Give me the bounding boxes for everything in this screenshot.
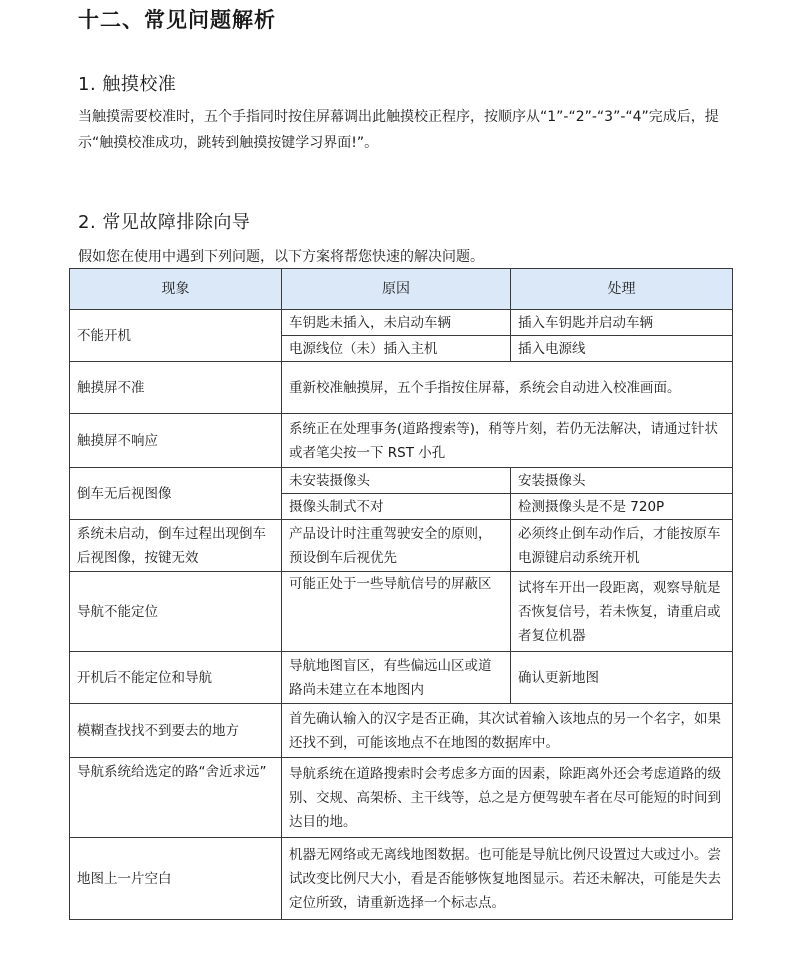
section-title-troubleshooting: 2. 常见故障排除向导 <box>78 212 251 233</box>
symptom-cell: 导航系统给选定的路“舍近求远” <box>70 758 282 838</box>
table-header-row <box>70 269 733 310</box>
solution-cell: 检测摄像头是不是 720P <box>511 494 733 520</box>
solution-cell: 必须终止倒车动作后，才能按原车电源键启动系统开机 <box>511 520 733 572</box>
table-row <box>70 704 733 758</box>
header-symptom: 现象 <box>70 269 282 310</box>
page-title: 十二、常见问题解析 <box>78 8 276 32</box>
cause-cell: 电源线位（未）插入主机 <box>282 336 511 362</box>
cause-cell: 导航地图盲区，有些偏远山区或道路尚未建立在本地图内 <box>282 652 511 704</box>
section-title-touch-calibration: 1. 触摸校准 <box>78 74 177 95</box>
solution-cell: 插入车钥匙并启动车辆 <box>511 310 733 336</box>
cause-cell: 可能正处于一些导航信号的屏蔽区 <box>282 572 511 652</box>
cause-cell: 首先确认输入的汉字是否正确，其次试着输入该地点的另一个名字，如果还找不到，可能该地点不在地图的数据库中。 <box>282 704 733 758</box>
solution-cell: 安装摄像头 <box>511 468 733 494</box>
table-row <box>70 520 733 572</box>
header-solution: 处理 <box>511 269 733 310</box>
cause-cell: 未安装摄像头 <box>282 468 511 494</box>
table-row <box>70 468 733 494</box>
cause-cell: 车钥匙未插入，未启动车辆 <box>282 310 511 336</box>
symptom-cell: 倒车无后视图像 <box>70 468 282 520</box>
table-row <box>70 652 733 704</box>
symptom-cell: 开机后不能定位和导航 <box>70 652 282 704</box>
header-cause: 原因 <box>282 269 511 310</box>
cause-cell: 系统正在处理事务(道路搜索等)，稍等片刻，若仍无法解决，请通过针状或者笔尖按一下 RST 小孔 <box>282 414 733 468</box>
symptom-cell: 不能开机 <box>70 310 282 362</box>
table-row <box>70 362 733 414</box>
solution-cell: 插入电源线 <box>511 336 733 362</box>
cause-cell: 重新校准触摸屏，五个手指按住屏幕，系统会自动进入校准画面。 <box>282 362 733 414</box>
symptom-cell: 系统未启动，倒车过程出现倒车后视图像，按键无效 <box>70 520 282 572</box>
symptom-cell: 模糊查找找不到要去的地方 <box>70 704 282 758</box>
table-row <box>70 310 733 336</box>
table-row <box>70 414 733 468</box>
troubleshooting-intro: 假如您在使用中遇到下列问题，以下方案将帮您快速的解决问题。 <box>78 249 484 265</box>
cause-cell: 产品设计时注重驾驶安全的原则，预设倒车后视优先 <box>282 520 511 572</box>
solution-cell: 确认更新地图 <box>511 652 733 704</box>
symptom-cell: 导航不能定位 <box>70 572 282 652</box>
table-row <box>70 572 733 652</box>
cause-cell: 摄像头制式不对 <box>282 494 511 520</box>
solution-cell: 试将车开出一段距离，观察导航是否恢复信号，若未恢复，请重启或者复位机器 <box>511 572 733 652</box>
table-row <box>70 758 733 838</box>
cause-cell: 导航系统在道路搜索时会考虑多方面的因素，除距离外还会考虑道路的级别、交规、高架桥、主干线等，总之是方便驾驶车者在尽可能短的时间到达目的地。 <box>282 758 733 838</box>
table-row <box>70 838 733 920</box>
symptom-cell: 触摸屏不准 <box>70 362 282 414</box>
symptom-cell: 触摸屏不响应 <box>70 414 282 468</box>
cause-cell: 机器无网络或无离线地图数据。也可能是导航比例尺设置过大或过小。尝试改变比例尺大小，看是否能够恢复地图显示。若还未解决，可能是失去定位所致，请重新选择一个标志点。 <box>282 838 733 920</box>
touch-calibration-paragraph: 当触摸需要校准时，五个手指同时按住屏幕调出此触摸校正程序，按顺序从“1”-“2”-“3”-“4”完成后，提示“触摸校准成功，跳转到触摸按键学习界面!”。 <box>78 109 719 151</box>
troubleshooting-table <box>69 268 733 920</box>
symptom-cell: 地图上一片空白 <box>70 838 282 920</box>
